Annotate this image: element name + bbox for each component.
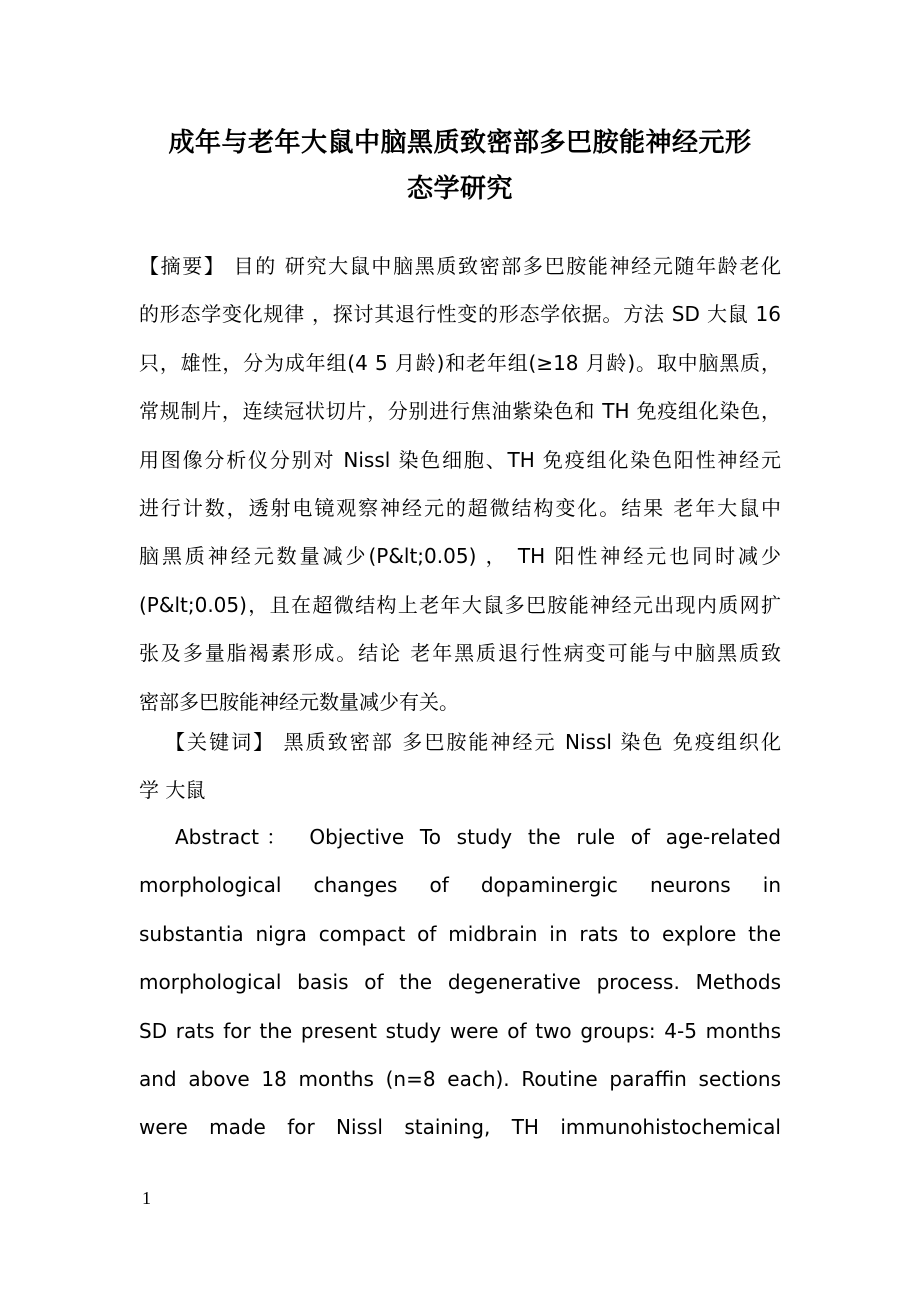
abstract-zh-line: 密部多巴胺能神经元数量减少有关。 (139, 689, 459, 714)
abstract-en-line: substantia nigra compact of midbrain in rats to explore the (139, 921, 781, 946)
chinese-abstract (139, 242, 781, 726)
abstract-zh-line: 【摘要】 目的 研究大鼠中脑黑质致密部多巴胺能神经元随年龄老化 (139, 254, 781, 278)
page-number: 1 (142, 1188, 151, 1208)
keywords (139, 718, 781, 815)
abstract-zh-line: 只，雄性，分为成年组(4 5 月龄)和老年组(≥18 月龄)。取中脑黑质， (139, 350, 781, 375)
abstract-zh-line: 常规制片，连续冠状切片，分别进行焦油紫染色和 TH 免疫组化染色， (139, 399, 781, 424)
abstract-zh-line: 脑黑质神经元数量减少(P&lt;0.05) ， TH 阳性神经元也同时减少 (139, 544, 781, 569)
paper-title-line-1: 成年与老年大鼠中脑黑质致密部多巴胺能神经元形 (168, 128, 752, 158)
abstract-en-line: and above 18 months (n=8 each). Routine paraffin sections (139, 1067, 781, 1092)
abstract-en-line: SD rats for the present study were of two groups: 4-5 months (139, 1018, 781, 1043)
abstract-en-line: morphological basis of the degenerative process. Methods (139, 970, 781, 995)
paper-title-line-2: 态学研究 (406, 174, 513, 204)
abstract-en-line: Abstract： Objective To study the rule of age-related (175, 825, 781, 849)
keywords-line-2: 学 大鼠 (139, 778, 206, 803)
abstract-zh-line: 进行计数，透射电镜观察神经元的超微结构变化。结果 老年大鼠中 (139, 496, 781, 521)
english-abstract (139, 813, 781, 1152)
keywords-line-1: 【关键词】 黑质致密部 多巴胺能神经元 Nissl 染色 免疫组织化 (165, 730, 781, 754)
abstract-zh-line: 的形态学变化规律 ，探讨其退行性变的形态学依据。方法 SD 大鼠 16 (139, 302, 781, 327)
abstract-zh-line: (P&lt;0.05)，且在超微结构上老年大鼠多巴胺能神经元出现内质网扩 (139, 592, 781, 617)
abstract-en-line: morphological changes of dopaminergic neurons in (139, 873, 781, 898)
abstract-en-line: were made for Nissl staining, TH immunohistochemical (139, 1115, 781, 1140)
abstract-zh-line: 张及多量脂褐素形成。结论 老年黑质退行性病变可能与中脑黑质致 (139, 641, 781, 666)
abstract-zh-line: 用图像分析仪分别对 Nissl 染色细胞、TH 免疫组化染色阳性神经元 (139, 447, 781, 472)
